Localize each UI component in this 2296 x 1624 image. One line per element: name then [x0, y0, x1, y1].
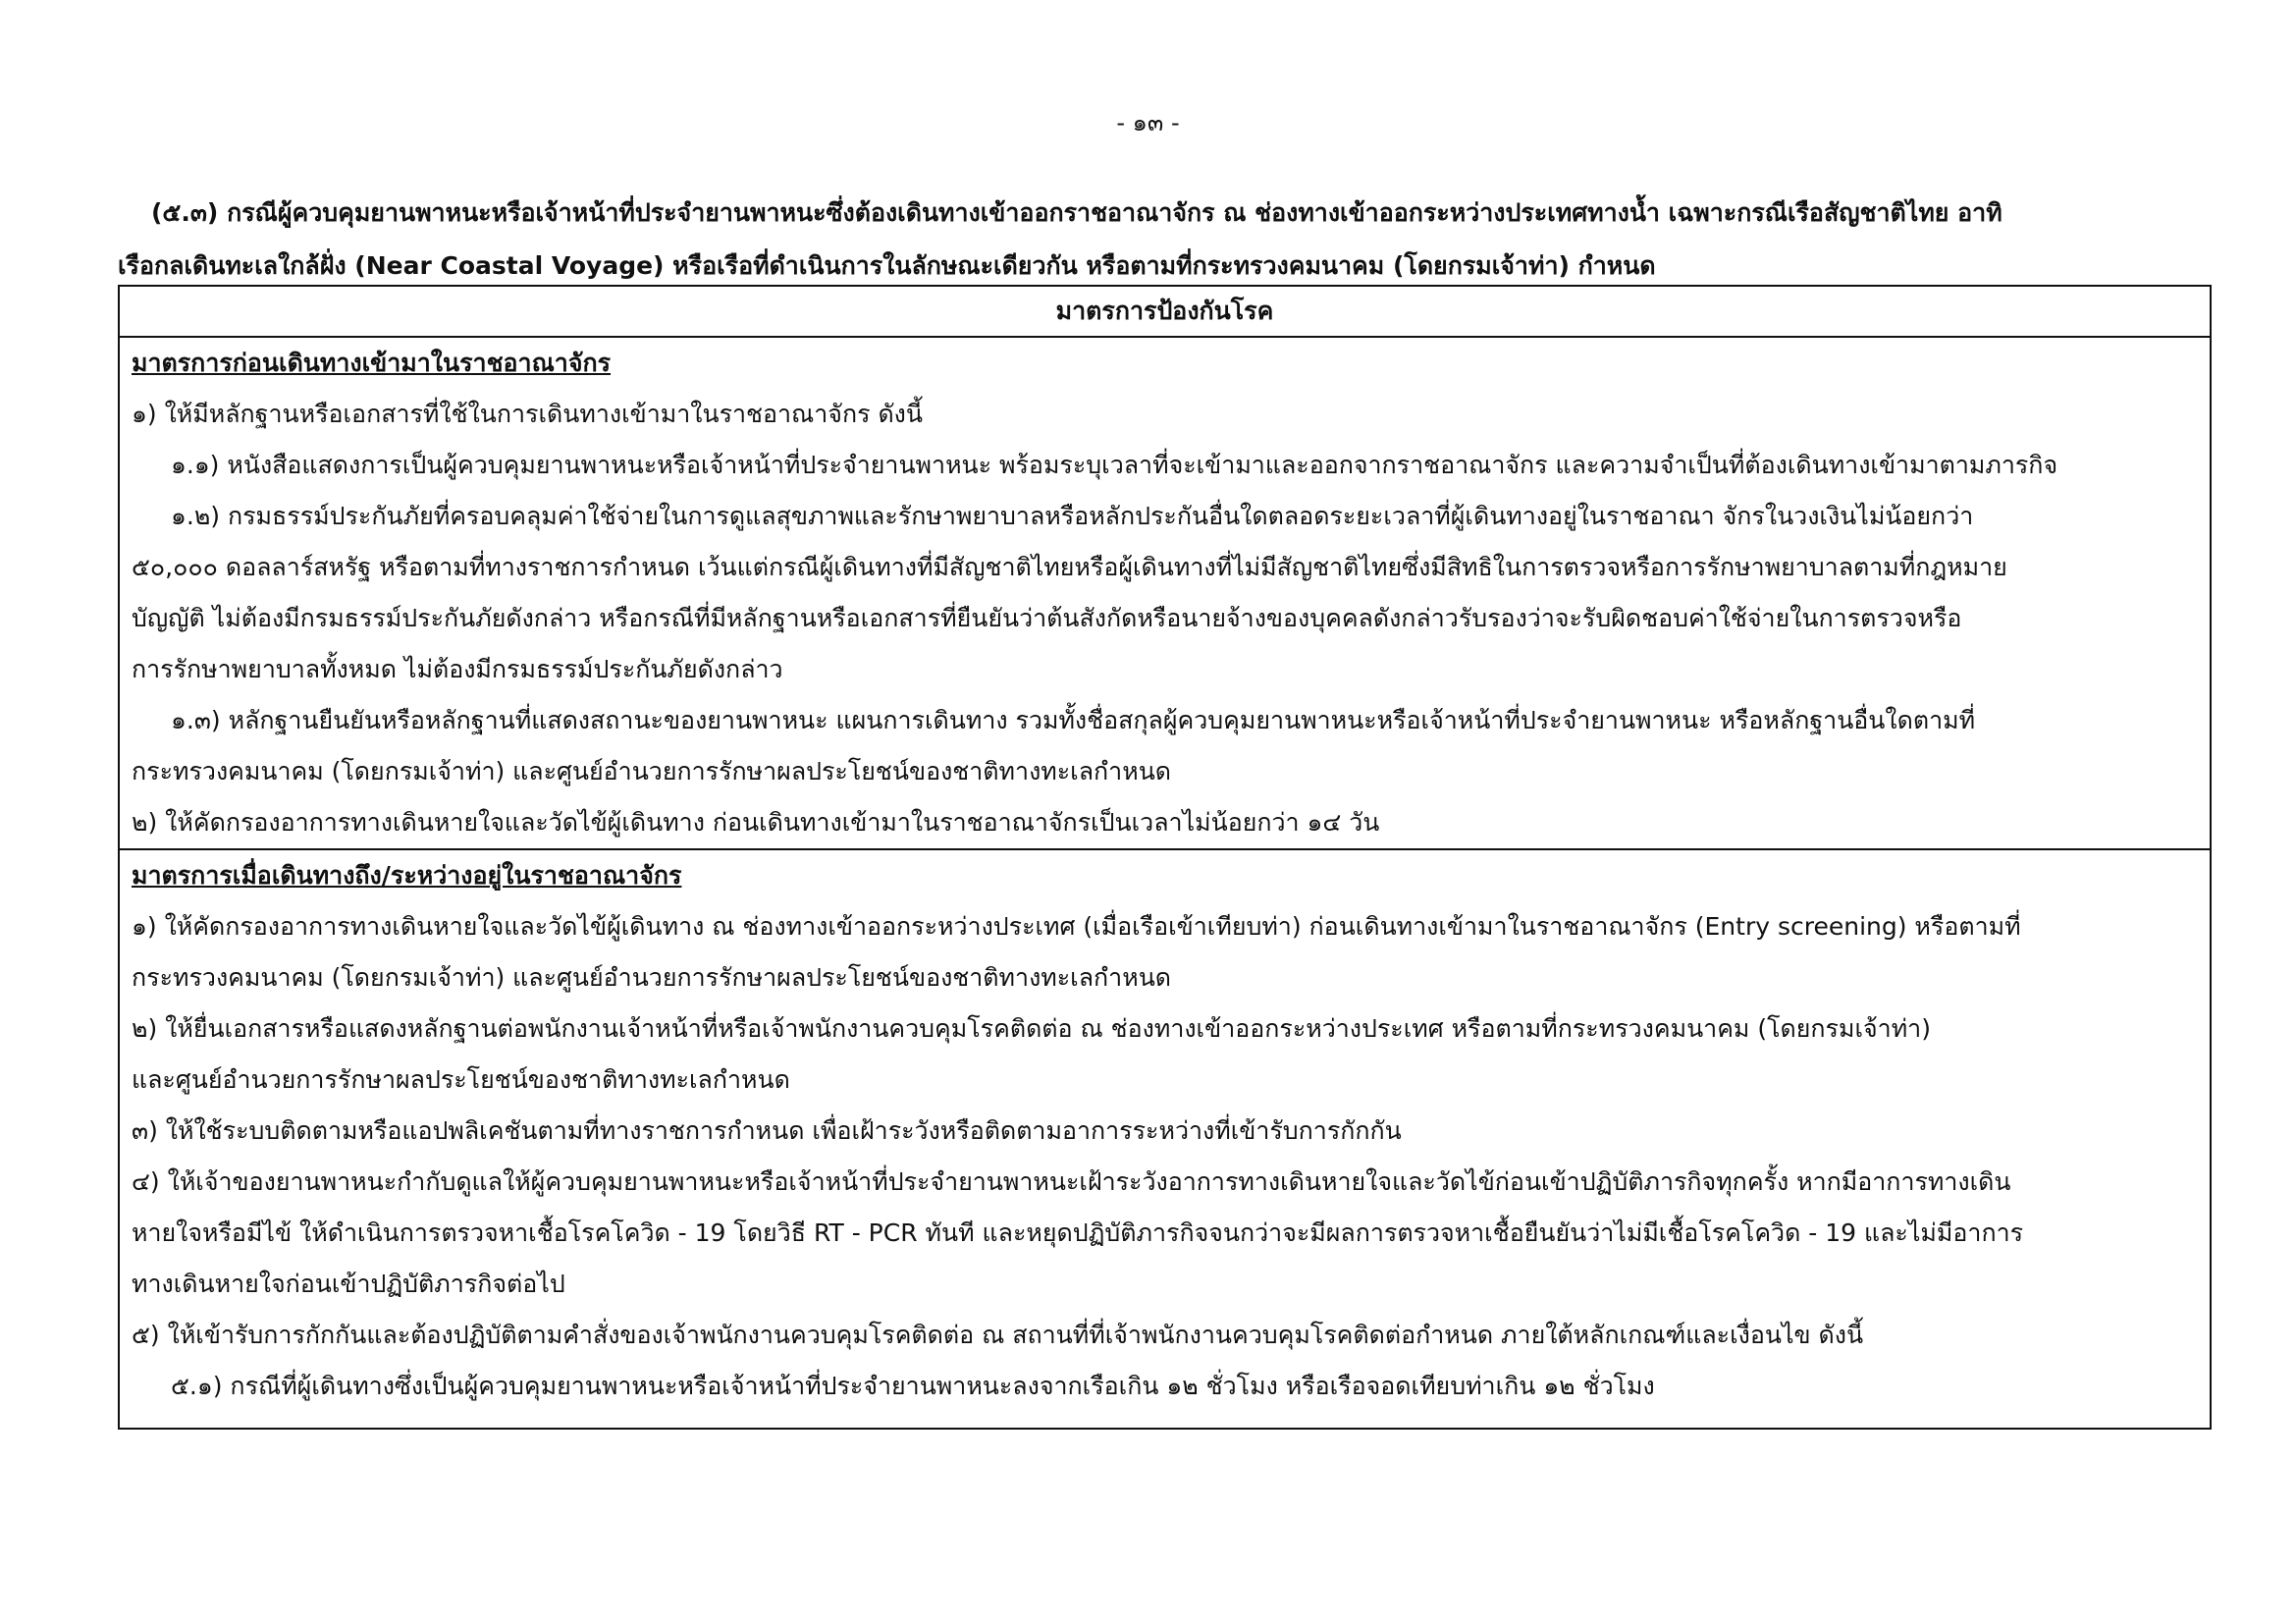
section-on-arrival [119, 849, 2211, 1429]
paragraph-line: ๓) ให้ใช้ระบบติดตามหรือแอปพลิเคชันตามที่ทางราชการกำหนด เพื่อเฝ้าระวังหรือติดตามอาการระหว่างที่เข้ารับการกักกัน [132, 1116, 1402, 1145]
paragraph-line: ทางเดินหายใจก่อนเข้าปฏิบัติภารกิจต่อไป [132, 1270, 565, 1298]
paragraph-line: ๕.๑) กรณีที่ผู้เดินทางซึ่งเป็นผู้ควบคุมยานพาหนะหรือเจ้าหน้าที่ประจำยานพาหนะลงจากเรือเกิน ๑๒ ชั่วโมง หรือเรือจอดเทียบท่าเกิน ๑๒ ชั่วโมง [171, 1372, 1655, 1400]
table-header: มาตรการป้องกันโรค [119, 286, 2211, 337]
heading-line-1: (๕.๓) กรณีผู้ควบคุมยานพาหนะหรือเจ้าหน้าที่ประจำยานพาหนะซึ่งต้องเดินทางเข้าออกราชอาณาจักร ณ ช่องทางเข้าออกระหว่างประเทศทางน้ำ เฉพาะกรณีเรือสัญชาติไทย อาทิ [151, 198, 2002, 227]
heading-line-2: เรือกลเดินทะเลใกล้ฝั่ง (Near Coastal Voyage) หรือเรือที่ดำเนินการในลักษณะเดียวกัน หรือตามที่กระทรวงคมนาคม (โดยกรมเจ้าท่า) กำหนด [118, 251, 1656, 280]
paragraph-line: การรักษาพยาบาลทั้งหมด ไม่ต้องมีกรมธรรม์ประกันภัยดังกล่าว [132, 655, 783, 683]
section-title-on-arrival: มาตรการเมื่อเดินทางถึง/ระหว่างอยู่ในราชอาณาจักร [132, 861, 682, 890]
paragraph-line: ๑.๒) กรมธรรม์ประกันภัยที่ครอบคลุมค่าใช้จ่ายในการดูแลสุขภาพและรักษาพยาบาลหรือหลักประกันอื่นใดตลอดระยะเวลาที่ผู้เดินทางอยู่ในราชอาณา จักรในวงเงินไม่น้อยกว่า [171, 502, 1974, 530]
document-heading [118, 187, 2209, 293]
paragraph-line: กระทรวงคมนาคม (โดยกรมเจ้าท่า) และศูนย์อำนวยการรักษาผลประโยชน์ของชาติทางทะเลกำหนด [132, 757, 1172, 785]
paragraph-line: ๑.๑) หนังสือแสดงการเป็นผู้ควบคุมยานพาหนะหรือเจ้าหน้าที่ประจำยานพาหนะ พร้อมระบุเวลาที่จะเข้ามาและออกจากราชอาณาจักร และความจำเป็นที่ต้องเดินทางเข้ามาตามภารกิจ [171, 451, 2058, 479]
section-title-before-entry: มาตรการก่อนเดินทางเข้ามาในราชอาณาจักร [132, 349, 612, 377]
paragraph-line: ๕) ให้เข้ารับการกักกันและต้องปฏิบัติตามคำสั่งของเจ้าพนักงานควบคุมโรคติดต่อ ณ สถานที่ที่เจ้าพนักงานควบคุมโรคติดต่อกำหนด ภายใต้หลักเกณฑ์และเงื่อนไข ดังนี้ [132, 1321, 1864, 1349]
paragraph-line: ๔) ให้เจ้าของยานพาหนะกำกับดูแลให้ผู้ควบคุมยานพาหนะหรือเจ้าหน้าที่ประจำยานพาหนะเฝ้าระวังอาการทางเดินหายใจและวัดไข้ก่อนเข้าปฏิบัติภารกิจทุกครั้ง หากมีอาการทางเดิน [132, 1167, 2011, 1196]
paragraph-line: ๒) ให้ยื่นเอกสารหรือแสดงหลักฐานต่อพนักงานเจ้าหน้าที่หรือเจ้าพนักงานควบคุมโรคติดต่อ ณ ช่องทางเข้าออกระหว่างประเทศ หรือตามที่กระทรวงคมนาคม (โดยกรมเจ้าท่า) [132, 1014, 1931, 1043]
paragraph-line: ๑) ให้คัดกรองอาการทางเดินหายใจและวัดไข้ผู้เดินทาง ณ ช่องทางเข้าออกระหว่างประเทศ (เมื่อเรือเข้าเทียบท่า) ก่อนเดินทางเข้ามาในราชอาณาจักร (Entry screening) หรือตามที่ [132, 912, 2021, 941]
paragraph-line: หายใจหรือมีไข้ ให้ดำเนินการตรวจหาเชื้อโรคโควิด - 19 โดยวิธี RT - PCR ทันที และหยุดปฏิบัติภารกิจจนกว่าจะมีผลการตรวจหาเชื้อยืนยันว่าไม่มีเชื้อโรคโควิด - 19 และไม่มีอาการ [132, 1218, 2024, 1247]
prevention-measures-table [118, 285, 2212, 1430]
paragraph-line: และศูนย์อำนวยการรักษาผลประโยชน์ของชาติทางทะเลกำหนด [132, 1065, 790, 1094]
paragraph-line: บัญญัติ ไม่ต้องมีกรมธรรม์ประกันภัยดังกล่าว หรือกรณีที่มีหลักฐานหรือเอกสารที่ยืนยันว่าต้นสังกัดหรือนายจ้างของบุคคลดังกล่าวรับรองว่าจะรับผิดชอบค่าใช้จ่ายในการตรวจหรือ [132, 604, 1962, 632]
section-before-entry [119, 337, 2211, 849]
paragraph-line: ๑) ให้มีหลักฐานหรือเอกสารที่ใช้ในการเดินทางเข้ามาในราชอาณาจักร ดังนี้ [132, 400, 923, 428]
paragraph-line: กระทรวงคมนาคม (โดยกรมเจ้าท่า) และศูนย์อำนวยการรักษาผลประโยชน์ของชาติทางทะเลกำหนด [132, 963, 1172, 992]
paragraph-line: ๕๐,๐๐๐ ดอลลาร์สหรัฐ หรือตามที่ทางราชการกำหนด เว้นแต่กรณีผู้เดินทางที่มีสัญชาติไทยหรือผู้เดินทางที่ไม่มีสัญชาติไทยซึ่งมีสิทธิในการตรวจหรือการรักษาพยาบาลตามที่กฎหมาย [132, 553, 2007, 581]
page-number: - ๑๓ - [1116, 109, 1180, 136]
paragraph-line: ๑.๓) หลักฐานยืนยันหรือหลักฐานที่แสดงสถานะของยานพาหนะ แผนการเดินทาง รวมทั้งชื่อสกุลผู้ควบคุมยานพาหนะหรือเจ้าหน้าที่ประจำยานพาหนะ หรือหลักฐานอื่นใดตามที่ [171, 706, 1976, 734]
paragraph-line: ๒) ให้คัดกรองอาการทางเดินหายใจและวัดไข้ผู้เดินทาง ก่อนเดินทางเข้ามาในราชอาณาจักรเป็นเวลาไม่น้อยกว่า ๑๔ วัน [132, 808, 1380, 837]
